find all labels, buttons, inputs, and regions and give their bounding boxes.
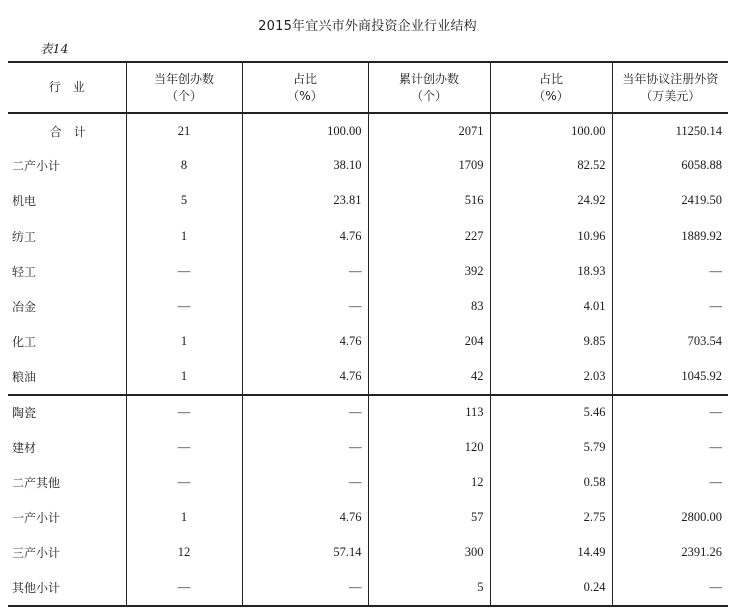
- table-row: [8, 570, 728, 605]
- cell-cumulative-count: 300: [368, 535, 490, 570]
- cell-cumulative-share: 2.75: [490, 500, 612, 535]
- cell-registered-capital: 2419.50: [681, 193, 722, 208]
- cell-new-share: —: [242, 430, 368, 465]
- cell-new-count: 21: [126, 113, 242, 148]
- cell-registered-capital: —: [612, 395, 728, 430]
- cell-industry: 机电: [8, 183, 126, 218]
- cell-new-share: 38.10: [242, 148, 368, 183]
- cell-industry: 一产小计: [8, 500, 126, 535]
- cell-registered-capital: 6058.88: [681, 158, 722, 173]
- cell-industry: 化工: [8, 324, 126, 359]
- cell-industry: 三产小计: [8, 535, 126, 570]
- cell-new-count: —: [126, 395, 242, 430]
- cell-industry: 陶瓷: [8, 395, 126, 430]
- cell-cumulative-share: 100.00: [490, 113, 612, 148]
- cell-registered-capital: —: [709, 474, 722, 489]
- cell-cumulative-count: 120: [368, 430, 490, 465]
- cell-cumulative-share: 0.58: [490, 465, 612, 500]
- cell-new-count: 1: [126, 359, 242, 394]
- document-title: 2015年宜兴市外商投资企业行业结构: [258, 19, 477, 34]
- cell-cumulative-count: 227: [368, 219, 490, 254]
- cell-new-count: 8: [126, 148, 242, 183]
- header-cumulative-count: 累计创办数 （个）: [368, 62, 490, 113]
- table-row: [8, 430, 728, 465]
- cell-cumulative-share: 0.24: [490, 570, 612, 605]
- cell-new-count: 1: [126, 219, 242, 254]
- cell-industry: 合计: [8, 113, 126, 148]
- cell-industry: 粮油: [8, 359, 126, 394]
- table-row: [8, 465, 728, 500]
- cell-registered-capital: —: [709, 263, 722, 278]
- header-new-share: 占比 （%）: [242, 62, 368, 113]
- cell-new-share: 57.14: [242, 535, 368, 570]
- cell-registered-capital: 703.54: [687, 334, 722, 349]
- table-row: [8, 500, 728, 535]
- table-label: 表14: [40, 41, 69, 56]
- cell-cumulative-share: 82.52: [490, 148, 612, 183]
- cell-new-share: 4.76: [242, 500, 368, 535]
- cell-cumulative-share: 5.79: [490, 430, 612, 465]
- table-row: [8, 183, 728, 218]
- table-row: [8, 359, 728, 394]
- cell-new-count: —: [126, 570, 242, 605]
- cell-new-share: —: [242, 289, 368, 324]
- cell-registered-capital: 2391.26: [681, 545, 722, 560]
- cell-industry: 二产其他: [8, 465, 126, 500]
- cell-new-count: 1: [126, 324, 242, 359]
- cell-industry: 二产小计: [8, 148, 126, 183]
- cell-cumulative-count: 113: [368, 395, 490, 430]
- cell-cumulative-share: 2.03: [490, 359, 612, 394]
- cell-registered-capital: —: [612, 570, 728, 605]
- cell-new-share: 100.00: [242, 113, 368, 148]
- header-registered-capital: 当年协议注册外资 （万美元）: [612, 62, 728, 113]
- cell-new-count: —: [126, 430, 242, 465]
- table-row: [8, 219, 728, 254]
- cell-new-share: —: [242, 395, 368, 430]
- cell-registered-capital: 1889.92: [681, 228, 722, 243]
- cell-industry: 轻工: [8, 254, 126, 289]
- table-row: [8, 324, 728, 359]
- cell-cumulative-count: 2071: [368, 113, 490, 148]
- cell-new-count: —: [126, 465, 242, 500]
- cell-industry: 建材: [8, 430, 126, 465]
- table-header-row: [8, 62, 728, 113]
- table-row: [8, 535, 728, 570]
- header-new-count: 当年创办数 （个）: [126, 62, 242, 113]
- table-row: [8, 254, 728, 289]
- cell-new-share: 4.76: [242, 359, 368, 394]
- cell-new-count: 5: [126, 183, 242, 218]
- cell-cumulative-share: 24.92: [490, 183, 612, 218]
- cell-new-share: —: [242, 570, 368, 605]
- cell-cumulative-count: 516: [368, 183, 490, 218]
- cell-new-count: 1: [126, 500, 242, 535]
- table-row: [8, 395, 728, 430]
- table-row: [8, 148, 728, 183]
- cell-cumulative-count: 5: [368, 570, 490, 605]
- cell-new-share: 23.81: [242, 183, 368, 218]
- cell-cumulative-count: 12: [368, 465, 490, 500]
- cell-registered-capital: 2800.00: [681, 510, 722, 525]
- cell-cumulative-count: 392: [368, 254, 490, 289]
- cell-new-count: —: [126, 254, 242, 289]
- cell-new-share: 4.76: [242, 219, 368, 254]
- cell-cumulative-share: 4.01: [490, 289, 612, 324]
- cell-cumulative-share: 14.49: [490, 535, 612, 570]
- cell-registered-capital: 11250.14: [675, 123, 722, 138]
- cell-industry: 其他小计: [8, 570, 126, 605]
- cell-cumulative-share: 9.85: [490, 324, 612, 359]
- cell-new-share: 4.76: [242, 324, 368, 359]
- cell-new-count: —: [126, 289, 242, 324]
- cell-industry: 冶金: [8, 289, 126, 324]
- cell-cumulative-count: 57: [368, 500, 490, 535]
- header-industry: 行 业: [8, 62, 126, 113]
- cell-cumulative-share: 18.93: [490, 254, 612, 289]
- cell-new-share: —: [242, 465, 368, 500]
- industry-structure-table: [8, 61, 728, 607]
- table-row: [8, 113, 728, 148]
- cell-cumulative-share: 10.96: [490, 219, 612, 254]
- header-cumulative-share: 占比 （%）: [490, 62, 612, 113]
- cell-cumulative-count: 83: [368, 289, 490, 324]
- cell-registered-capital: 1045.92: [681, 368, 722, 383]
- cell-new-share: —: [242, 254, 368, 289]
- cell-new-count: 12: [126, 535, 242, 570]
- cell-registered-capital: —: [709, 439, 722, 454]
- cell-cumulative-count: 204: [368, 324, 490, 359]
- cell-cumulative-share: 5.46: [490, 395, 612, 430]
- cell-registered-capital: —: [709, 299, 722, 314]
- table-row: [8, 289, 728, 324]
- cell-industry: 纺工: [8, 219, 126, 254]
- cell-cumulative-count: 42: [368, 359, 490, 394]
- cell-cumulative-count: 1709: [368, 148, 490, 183]
